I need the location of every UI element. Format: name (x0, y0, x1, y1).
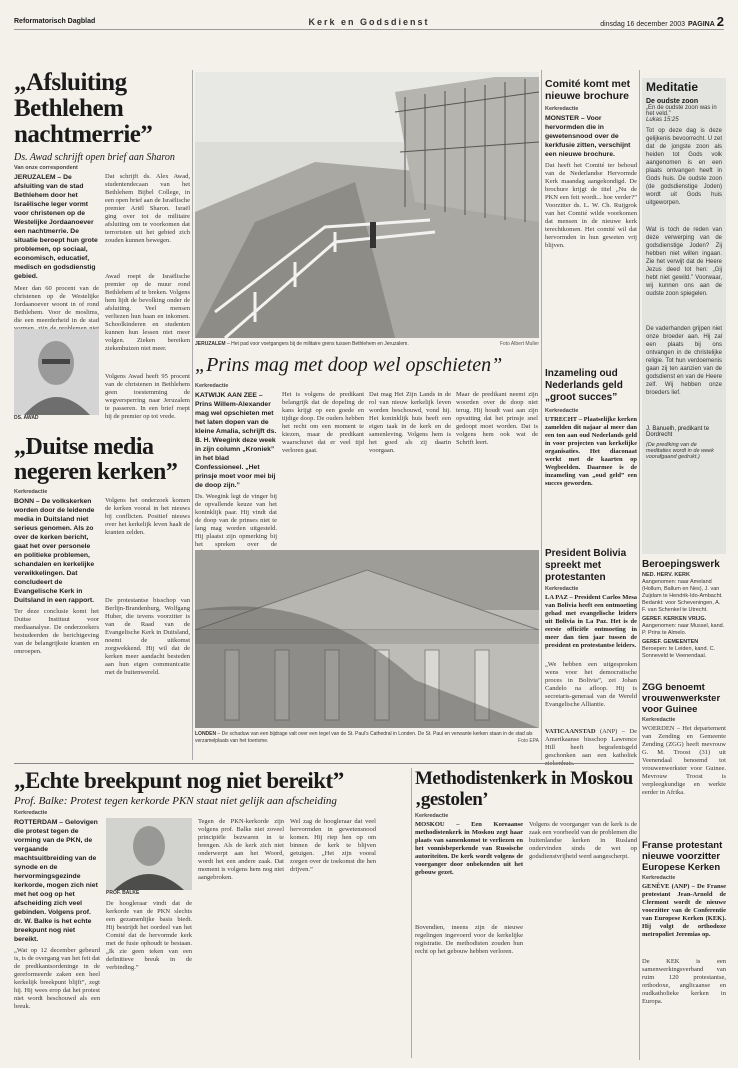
meditatie-reference: Lukas 15:25 (646, 117, 679, 123)
subhead-bethlehem: Ds. Awad schrijft open brief aan Sharon (14, 152, 175, 163)
section-title: Kerk en Godsdienst (308, 16, 430, 27)
column-rule (192, 70, 193, 760)
masthead (14, 14, 724, 30)
meditatie-body2: Wat is toch de reden van deze verwerping van de godsdienstige Joden? Zij hebben niet willen ingaan. Zie het verwijt dat de Heere Jezus deed tot hen: „Gij hebt niet gewild.” Voorwaar, wij kunnen ons aan de oudste zoon spiegelen. (646, 227, 722, 297)
body2-moskou: Bovendien, ineens zijn de nieuwe regelingen ingevoerd voor de kerkelijke registratie. De methodisten zouden hun recht op het gebouw hebben verloren. (415, 924, 523, 955)
lede-prins: KATWIJK AAN ZEE – Prins Willem-Alexander mag wel opschieten met het laten dopen van de kleine Amalia, schrijft ds. B. H. Weegink deze week in zijn column „Kroniek” in het blad Confessioneel. „Het prinsje moet voor mei bij de doop zijn.” (195, 392, 277, 489)
article-frankrijk (642, 840, 726, 1040)
column-breekpunt-1 (14, 818, 100, 1043)
portrait-awad-image (14, 329, 99, 415)
caption-london-credit: Foto EPA (517, 738, 539, 744)
column-prins-1 (195, 391, 277, 551)
body-moskou: MOSKOU – Een Koreaanse methodistenkerk in Moskou zegt haar plaats van samenkomst te verliezen en het vonnisbeperkende van Russische autoriteiten. De kerk wordt volgens de voorganger door onbekenden uit het gebouw gezet. (415, 821, 523, 876)
article-bolivia (545, 548, 637, 758)
byline-comite: Kerkredactie (545, 106, 579, 112)
bullet-vaticaan-label: VATICAANSTAD (545, 728, 596, 735)
body3-prins: Dat mag Het Zijn Lands in de rol van nieuw kerkelijk leven worden beschouwd, vond hij. Het koninklijk huis heeft een eigen taak in de kerk en de samenleving. Volgens hem is het goed als zij daarin voorgaan. (369, 391, 451, 454)
bullet-vaticaan (545, 728, 637, 759)
body4-bethlehem: Volgens Awad heeft 95 procent van de christenen in Bethlehem geen toestemming de wegversperring naar Jeruzalem te passeren. In een brief roept hij de premier op tot vrede. (105, 373, 190, 420)
headline-bolivia: President Bolivia spreekt met protestanten (545, 548, 627, 583)
byline-zgg: Kerkredactie (642, 717, 676, 723)
body-breekpunt: „Wat op 12 december gebeurd is, is de overgang van het feit dat de predikantsordeninge in de gereformeerde zaken een heel kerkelijk breekpunt blijft”, zegt hij. Hij wees erop dat het protest niet wordt beschouwd als een breuk. (14, 947, 100, 1010)
byline-bolivia: Kerkredactie (545, 586, 579, 592)
body-frankrijk: GENÈVE (ANP) – De Franse protestant Jean-Arnold de Clermont wordt de nieuwe voorzitter van de Conferentie van Europese Kerken (KEK). Hij volgt de orthodoxe metropoliet Jeremias op. (642, 883, 726, 938)
subhead-breekpunt: Prof. Balke: Protest tegen kerkorde PKN staat niet gelijk aan afscheiding (14, 795, 337, 807)
body-duitse-media: Ter deze conclusie komt het Duitse Instituut voor mediaanalyse. De onderzoekers bestudeerden de berichtgeving van de belangrijkste kranten en omroepen. (14, 608, 99, 655)
caption-london-text: – De schaduw van een bijdrage valt over een tegel van de St. Paul's Cathedral in Londen. De St. Paul en verwante kerken staan in de stad als verzamelplaats van het toerisme. (195, 731, 533, 744)
paper-name: Reformatorisch Dagblad (14, 18, 96, 25)
column-bethlehem-right (105, 173, 190, 435)
column-rule (411, 768, 412, 1058)
caption-jerusalem (195, 341, 539, 348)
byline-duitse-media: Kerkredactie (14, 489, 48, 495)
article-prins (195, 354, 539, 548)
byline-prins: Kerkredactie (195, 383, 229, 389)
portrait-balke-caption: PROF. BALKE (106, 890, 140, 896)
article-inzameling (545, 368, 637, 538)
column-breekpunt-2 (106, 818, 192, 1043)
columns-duitse-media (14, 497, 190, 712)
article-comite (545, 78, 637, 348)
beroep-line: Aangenomen: naar Mussel, kand. P. Prins te Almelo. (642, 623, 725, 636)
column-rule (639, 70, 640, 1060)
headline-frankrijk: Franse protestant nieuwe voorzitter Europese Kerken (642, 840, 723, 873)
meditatie-note: (De prediking van de meditaties wordt in de week voorafgaand gedrukt.) (646, 442, 714, 460)
byline-inzameling: Kerkredactie (545, 408, 579, 414)
body3-duitse-media: De protestantse bisschop van Berlijn-Brandenburg, Wolfgang Huber, die tevens voorzitter is van de Raad van de Evangelische Kerk in Duitsland, noemt de uitkomst zorgwekkend. Hij wil dat de kerken meer aandacht besteden aan hun eigen communicatie met de buitenwereld. (105, 597, 190, 676)
column-moskou-left (415, 821, 523, 1021)
body4-breekpunt: Wel zag de hoogleraar dat veel hervormden in gewetensnood komen. Hij riep hen op om binnen de kerk te blijven getuigen. „Het zijn vooral zorgen over de toekomst die hen drijven.” (290, 818, 376, 873)
beroep-line: Bedankt: voor Scheveningen, A. F. van Schenkel te Utrecht. (642, 600, 721, 613)
headline-bethlehem: „Afsluiting Bethlehem nachtmerrie” (14, 69, 153, 148)
body-inzameling: UTRECHT – Plaatselijke kerken zamelden dit najaar al meer dan een ton aan oud Nederlands geld in voor projecten van kerkelijke organisaties. Het diaconaat werkt met de kaarten op Wegbeelden. Daarmee is de inzameling van „oud geld” een succes geworden. (545, 416, 637, 487)
beroep-line: GEREF. GEMEENTEN (642, 639, 699, 645)
photo-jerusalem-image (195, 72, 539, 338)
headline-zgg: ZGG benoemt vrouwenwerkster voor Guinee (642, 682, 721, 715)
masthead-right (544, 14, 724, 29)
caption-london (195, 731, 539, 745)
caption-jerusalem-text: – Het pad voor voetgangers bij de militaire grens tussen Bethlehem en Jeruzalem. (226, 341, 409, 347)
caption-jerusalem-place: JERUZALEM (195, 341, 226, 347)
beroepingswerk (642, 559, 726, 674)
issue-date: dinsdag 16 december 2003 (600, 21, 686, 28)
body3-moskou: Volgens de voorganger van de kerk is de zaak een voorbeeld van de problemen die buitenlandse kerken in Rusland ondervinden sinds de wet op godsdienstvrijheid werd aangescherpt. (529, 821, 637, 860)
column-duitse-left (14, 497, 99, 712)
headline-moskou: Methodistenkerk in Moskou ‚gestolen’ (415, 768, 633, 810)
meditatie-body: Tot op deze dag is deze gelijkenis bevoorrecht. U zet dat de jongste zoon als heiden tot Gods volk aangenomen is en een plaats ontvangen heeft in Gods huis. De oudste zoon (de godsdienstige Joden) wordt uit Gods huis uitgeworpen. (646, 128, 722, 206)
body-comite: Dat heeft het Comité ter behoud van de Nederlandse Hervormde Kerk maandag aangekondigd. De brochure krijgt de titel „Nu de PKN een feit wordt... hoe verder?” Voorzitter ds. L. W. Ch. Ruijgrok van het Comité wilde voorkomen dat mensen in de nieuwe kerk terechtkomen. Het comité wil dat hervormden in hun geweten vrij blijven. (545, 162, 637, 249)
byline-breekpunt: Kerkredactie (14, 810, 48, 816)
headline-prins: „Prins mag met doop wel opschieten” (195, 354, 503, 376)
photo-london-image (195, 550, 539, 728)
body-bethlehem: Meer dan 60 procent van de christenen op de Westelijke Jordaanoever woont in of rond Bethlehem. Voor de moslims, die een meerderheid in de stad (14, 285, 99, 324)
lede-breekpunt: ROTTERDAM – Gelovigen die protest tegen de vorming van de PKN, de vergaande machtsuitbreiding van de synode en de hervormingsgezinde kerkorde, mogen zich niet met het oog op het afscheiding zich veel gebinden. Volgens prof. dr. W. Balke is het echte breekpunt nog niet bereikt. (14, 819, 98, 943)
page-number: 2 (716, 14, 724, 29)
portrait-balke-image (106, 818, 192, 890)
byline-frankrijk: Kerkredactie (642, 875, 676, 881)
caption-jerusalem-credit: Foto Albert Muller (499, 341, 539, 347)
body2-breekpunt: De hoogleraar vindt dat de kerkorde van de PKN slechts een gezamenlijke basis biedt. Hij bestrijdt het oordeel van het Comité dat de hervormde kerk met de fusie ophoudt te bestaan. „Ik zie geen teken van een definitieve breuk in de verbinding.” (106, 900, 192, 971)
meditatie-title: Meditatie (646, 80, 699, 94)
lede-comite: MONSTER – Voor hervormden die in gewetensnood over de kerkfusie zitten, verschijnt een nieuwe brochure. (545, 115, 631, 158)
meditatie-quote: „En de oudste zoon was in het veld.” (646, 105, 717, 117)
body2-frankrijk: De KEK is een samenwerkingsverband van ruim 120 protestantse, orthodoxe, anglicaanse en oudkatholieke kerken in Europa. (642, 958, 726, 1005)
page-label: PAGINA (688, 21, 715, 28)
portrait-awad (14, 329, 99, 415)
headline-comite: Comité komt met nieuwe brochure (545, 78, 631, 102)
article-bethlehem (14, 70, 190, 430)
columns-prins (195, 391, 539, 551)
body4-prins: Maar de predikant neemt zijn woorden over de doop niet terug. Hij houdt vast aan zijn opvatting dat het prinsje snel gedoopt moet worden. Dat is volgens hem ook wat de Schrift leert. (456, 391, 538, 446)
body2-prins: Het is volgens de predikant belangrijk dat de dopeling de kans krijgt op een goede en tijdige doop. De ouders hebben het recht om een moment te kiezen, maar de predikant waarschuwt dat er veel tijd verloren gaat. (282, 391, 364, 454)
column-bethlehem-left (14, 173, 99, 435)
body2-bolivia: „We hebben een uitgesproken wens voor het democratische proces in Bolivia”, zei Johan Candelo na afloop. Hij is secretaris-generaal van de Wereld Evangelische Alliantie. (545, 661, 637, 708)
body3-bethlehem: Awad roept de Israëlische premier op de muur rond Bethlehem af te breken. Volgens hem lijdt de bevolking onder de afsluiting. Veel mensen verliezen hun baan en inkomen. Schoolkinderen en studenten kunnen hun lessen niet meer volgen. Zieken bereiken ziekenhuizen niet meer. (105, 273, 190, 352)
portrait-awad-caption: DS. AWAD (14, 415, 39, 421)
headline-inzameling: Inzameling oud Nederlands geld „groot succes” (545, 368, 623, 403)
body-zgg: WOERDEN – Het departement van Zending en Gemeente Zending (ZGG) heeft mevrouw G. M. Troost (31) uit Veenendaal benoemd tot vrouwenwerkster voor Guinee. Mevrouw Troost is verpleegkundige en werkte eerder in Afrika. (642, 725, 726, 796)
byline-bethlehem: Van onze correspondent (14, 165, 78, 171)
columns-moskou (415, 821, 637, 1021)
beroepingswerk-title: Beroepingswerk (642, 559, 720, 570)
section-divider (14, 763, 634, 764)
byline-moskou: Kerkredactie (415, 813, 449, 819)
bullet-vaticaan-body: (ANP) – De Amerikaanse bisschop Lawrence Hill heeft begrafenisgeld geschonken aan een katholiek (545, 728, 637, 759)
meditatie-body3: De vaderhanden grijpen niet onze broeder aan. Hij zal een plaats bij ons ontvangen in de christelijke religie. Tot hun verdoemenis gaan zij ten aanzien van de godsdienst en van de Heere zelf. Wij hebben onze broeders lief. (646, 326, 722, 396)
headline-breekpunt: „Echte breekpunt nog niet bereikt” (14, 768, 344, 793)
body3-breekpunt: Tegen de PKN-kerkorde zijn volgens prof. Balke niet zoveel principiële bezwaren in te brengen. Als de kerk zich niet onderwerpt aan het Woord, wordt het een andere zaak. Dat moment is volgens hem nog niet aangebroken. (198, 818, 284, 881)
body2-duitse-media: Volgens het onderzoek komen de kerken vooral in het nieuws bij conflicten. Positief nieuws over het kerkelijk leven haalt de kranten zelden. (105, 497, 190, 536)
portrait-balke (106, 818, 192, 890)
meditatie-signature: J. Banuelh, predikant te Dordrecht (646, 426, 710, 438)
beroep-line: Beroepen: te Leiden, kand. C. Sonneveld te Veenendaal. (642, 646, 716, 659)
article-moskou (415, 768, 637, 1058)
article-zgg (642, 682, 726, 796)
column-rule (541, 70, 542, 760)
meditatie-subtitle: De oudste zoon (646, 98, 699, 105)
caption-london-place: LONDEN (195, 731, 217, 737)
photo-jerusalem-checkpoint (195, 72, 539, 338)
columns-bethlehem (14, 173, 190, 435)
lede-duitse-media: BONN – De volkskerken worden door de leidende media in Duitsland niet serieus genomen. Als zo over de kerken bericht, gaat het over personele en politieke problemen, schandalen en kerkelijke verwikkelingen. Dat concludeert de Evangelische Kerk in Duitsland in een rapport. (14, 498, 95, 604)
headline-duitse-media: „Duitse media negeren kerken” (14, 434, 178, 485)
body-bolivia: LA PAZ – President Carlos Mesa van Bolivia heeft een ontmoeting gehad met evangelische leiders uit Bolivia in La Paz. Het is de eerste officiële ontmoeting in meer dan tien jaar tussen de president en protestantse leiders. (545, 594, 638, 649)
article-duitse-media (14, 435, 190, 735)
beroep-line: GEREF. KERKEN VRIJG. (642, 616, 707, 622)
column-duitse-right (105, 497, 190, 712)
photo-london-cathedral (195, 550, 539, 728)
lede-bethlehem: JERUZALEM – De afsluiting van de stad Bethlehem door het Israëlische leger vormt voor christenen op de Westelijke Jordaanoever een nachtmerrie. De situatie beroept hun grote problemen, op sociaal, economisch, educatief, medisch en godsdienstig gebied. (14, 174, 98, 280)
beroep-line: Aangenomen: naar Ameland (Hollum, Ballum en Nes), J. van Zuijdam te Hendrik-Ido-Ambacht. (642, 579, 723, 599)
body-prins: Ds. Weegink legt de vinger bij de opvallende keuze van het koninklijk paar. Hij vindt dat de doop van de prinses niet te lang mag worden uitgesteld. Hij plaatst zijn opmerking bij het spreken over de (195, 493, 277, 548)
beroep-line: NED. HERV. KERK (642, 572, 690, 578)
meditatie-box (642, 78, 726, 554)
body2-bethlehem: Dat schrijft ds. Alex Awad, studentendecaan van het Bethlehem Bijbel College, in een open brief aan de Israëlische premier Ariël Sharon. Israël ging over tot de militaire afsluiting om te voorkomen dat terroristen uit het gebied zich zouden kunnen bewegen. (105, 173, 190, 244)
